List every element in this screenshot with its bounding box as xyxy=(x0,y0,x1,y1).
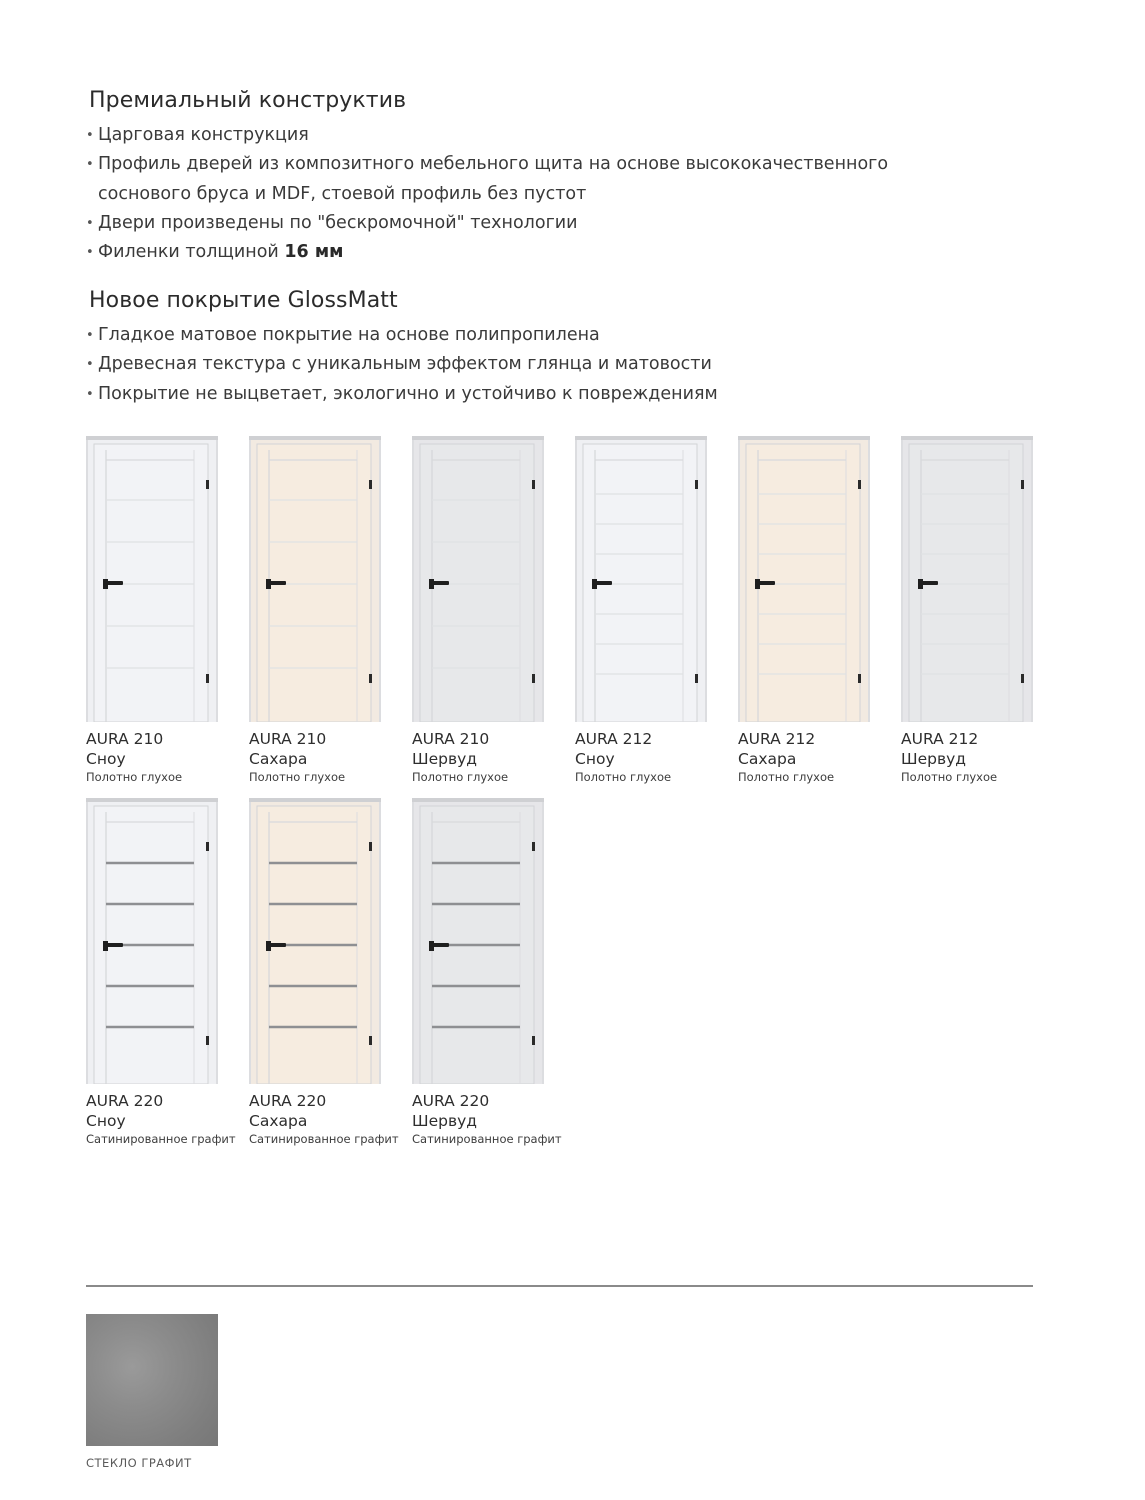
door-card xyxy=(412,798,562,1148)
door-caption xyxy=(901,729,1051,786)
door-model-name: AURA 220 xyxy=(249,1092,327,1110)
door-type-label: Сатинированное графит xyxy=(86,1132,236,1146)
bullet-text: Профиль дверей из композитного мебельного щита на основе высококачественного xyxy=(98,154,889,175)
door-type-label: Полотно глухое xyxy=(249,770,346,784)
section-title-coating: Новое покрытие GlossMatt xyxy=(89,288,398,313)
door-card xyxy=(738,436,888,786)
door-caption xyxy=(575,729,725,786)
door-color-name: Шервуд xyxy=(901,750,966,768)
door-model-name: AURA 210 xyxy=(86,730,164,748)
door-type-label: Полотно глухое xyxy=(901,770,998,784)
door-color-name: Шервуд xyxy=(412,1112,477,1130)
door-caption xyxy=(412,1091,562,1148)
door-model-name: AURA 212 xyxy=(901,730,979,748)
door-type-label: Полотно глухое xyxy=(412,770,509,784)
door-caption xyxy=(412,729,562,786)
door-card xyxy=(86,436,236,786)
door-illustration xyxy=(738,436,870,722)
door-image xyxy=(249,436,381,722)
door-model-name: AURA 212 xyxy=(738,730,816,748)
bullet-item xyxy=(86,350,718,379)
bullet-text-continuation: соснового бруса и MDF, стоевой профиль без пустот xyxy=(98,183,587,204)
door-color-name: Сноу xyxy=(575,750,615,768)
bullet-item xyxy=(86,238,888,267)
door-caption xyxy=(249,729,399,786)
door-image xyxy=(738,436,870,722)
door-card xyxy=(249,798,399,1148)
door-color-name: Сноу xyxy=(86,1112,126,1130)
door-model-name: AURA 220 xyxy=(86,1092,164,1110)
door-card xyxy=(412,436,562,786)
door-model-name: AURA 210 xyxy=(249,730,327,748)
door-caption xyxy=(738,729,888,786)
bullet-text: Филенки толщиной xyxy=(98,242,285,263)
door-caption xyxy=(86,729,236,786)
door-caption xyxy=(249,1091,399,1148)
door-image xyxy=(575,436,707,722)
bullet-text: Древесная текстура с уникальным эффектом глянца и матовости xyxy=(98,354,712,375)
door-type-label: Полотно глухое xyxy=(575,770,672,784)
bullet-item xyxy=(86,380,718,409)
door-color-name: Сахара xyxy=(738,750,797,768)
door-image xyxy=(412,436,544,722)
door-image xyxy=(901,436,1033,722)
door-type-label: Полотно глухое xyxy=(86,770,183,784)
door-image xyxy=(86,436,218,722)
bullet-text: Покрытие не выцветает, экологично и устойчиво к повреждениям xyxy=(98,383,718,404)
bullet-bold-value: 16 мм xyxy=(284,242,344,263)
bullet-text: Гладкое матовое покрытие на основе полипропилена xyxy=(98,325,600,345)
door-illustration xyxy=(412,436,544,722)
door-illustration xyxy=(575,436,707,722)
door-card xyxy=(249,436,399,786)
door-model-name: AURA 210 xyxy=(412,730,490,748)
door-color-name: Сахара xyxy=(249,1112,308,1130)
bullet-text: Двери произведены по "бескромочной" технологии xyxy=(98,212,578,233)
door-model-name: AURA 220 xyxy=(412,1092,490,1110)
door-illustration xyxy=(86,798,218,1084)
divider-line xyxy=(86,1285,1033,1287)
door-card xyxy=(901,436,1051,786)
door-illustration xyxy=(86,436,218,722)
door-type-label: Сатинированное графит xyxy=(249,1132,399,1146)
coating-bullet-list xyxy=(86,321,718,409)
door-color-name: Шервуд xyxy=(412,750,477,768)
bullet-item xyxy=(86,121,888,150)
door-illustration xyxy=(412,798,544,1084)
door-caption xyxy=(86,1091,236,1148)
door-image xyxy=(249,798,381,1084)
bullet-item xyxy=(86,150,888,209)
construction-bullet-list xyxy=(86,121,888,267)
door-illustration xyxy=(249,798,381,1084)
door-image xyxy=(412,798,544,1084)
bullet-text: Царговая конструкция xyxy=(98,125,309,145)
section-title-construction: Премиальный конструктив xyxy=(89,88,407,113)
bullet-item xyxy=(86,209,888,238)
door-color-name: Сноу xyxy=(86,750,126,768)
door-color-name: Сахара xyxy=(249,750,308,768)
door-illustration xyxy=(249,436,381,722)
glass-swatch-label: СТЕКЛО ГРАФИТ xyxy=(86,1456,192,1470)
door-illustration xyxy=(901,436,1033,722)
door-type-label: Полотно глухое xyxy=(738,770,835,784)
door-card xyxy=(575,436,725,786)
door-card xyxy=(86,798,236,1148)
door-model-name: AURA 212 xyxy=(575,730,653,748)
door-type-label: Сатинированное графит xyxy=(412,1132,562,1146)
door-image xyxy=(86,798,218,1084)
bullet-item xyxy=(86,321,718,350)
glass-swatch xyxy=(86,1314,218,1446)
